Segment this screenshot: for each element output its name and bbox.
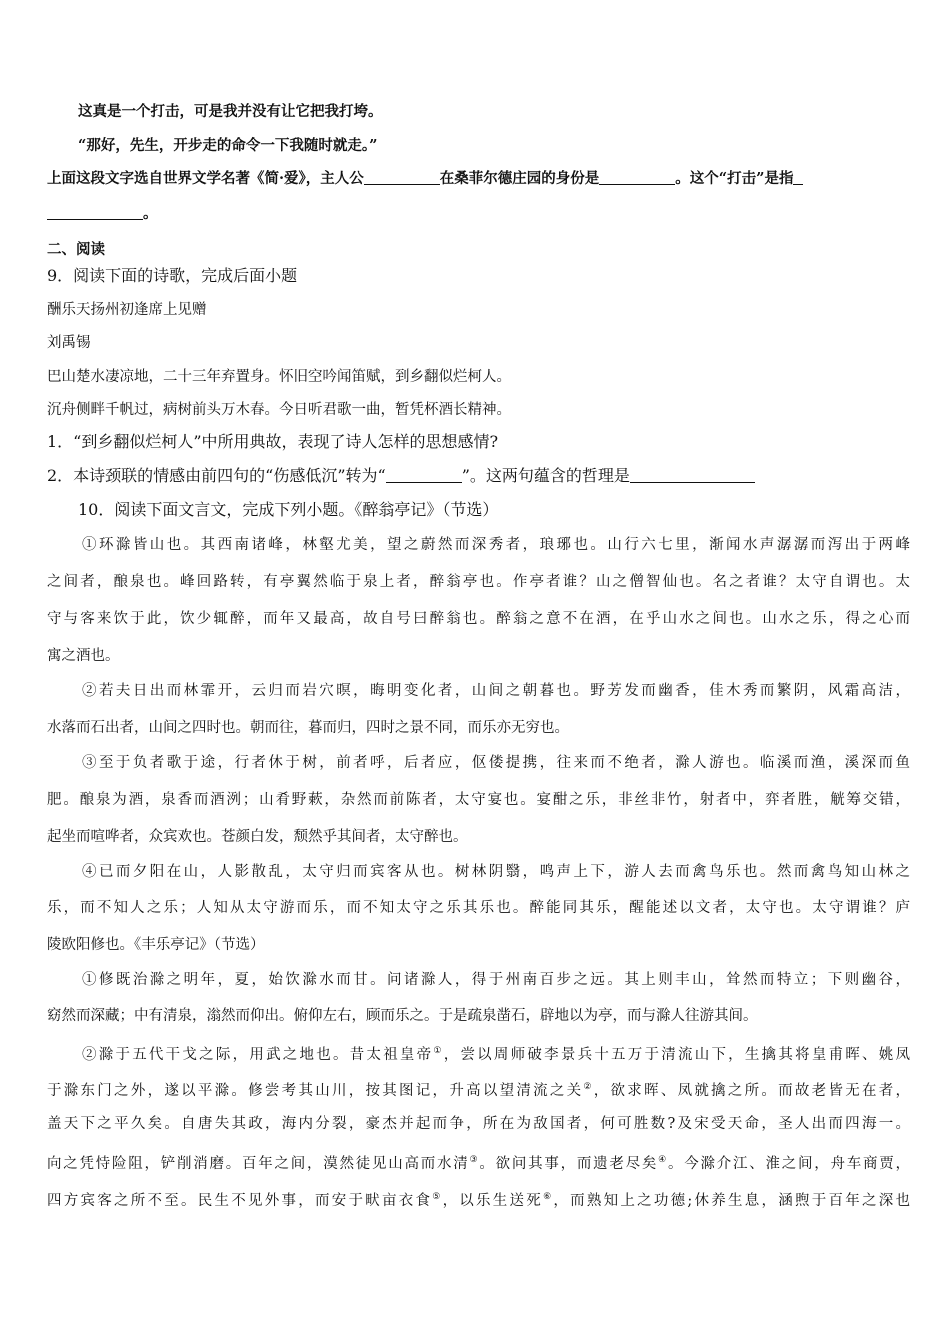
footnote-marker-2[interactable]: ②	[583, 1082, 594, 1092]
zuiweng-p4-line-2: 乐，而不知人之乐；人知从太守游而乐，而不知太守之乐其乐也。醉能同其乐，醒能述以文者，太守也。太守谓谁？庐	[47, 900, 910, 916]
p2-text: 。欲问其事，而遗老尽矣	[479, 1156, 659, 1172]
zuiweng-p3-line-1: ③至于负者歌于途，行者休于树，前者呼，后者应，伛偻提携，往来而不绝者，滁人游也。临溪而渔，溪深而鱼	[82, 755, 910, 771]
zuiweng-p3-line-3: 起坐而喧哗者，众宾欢也。苍颜白发，颓然乎其间者，太守醉也。	[47, 829, 468, 845]
q10-prompt: 10．阅读下面文言文，完成下列小题。《醉翁亭记》（节选）	[78, 500, 499, 519]
poem-title: 酬乐天扬州初逢席上见赠	[47, 302, 207, 318]
jane-eyre-question	[47, 169, 803, 189]
p2-text: 。今滁介江、淮之间，舟车商贾，	[667, 1156, 911, 1172]
zuiweng-p3-line-2: 肥。酿泉为酒，泉香而酒洌；山肴野蔌，杂然而前陈者，太守宴也。宴酣之乐，非丝非竹，射者中，弈者胜，觥筹交错，	[47, 792, 910, 808]
fengle-p2-line-2	[47, 1077, 910, 1101]
zuiweng-p2-line-2: 水落而石出者，山间之四时也。朝而往，暮而归，四时之景不同，而乐亦无穷也。	[47, 720, 569, 736]
q9-prompt: 9．阅读下面的诗歌，完成后面小题	[47, 266, 298, 285]
p2-text: 四方宾客之所不至。民生不见外事，而安于畎亩衣食	[47, 1193, 433, 1209]
jane-eyre-line-1: 这真是一个打击，可是我并没有让它把我打垮。	[78, 103, 383, 120]
zuiweng-p2-line-1: ②若夫日出而林霏开，云归而岩穴暝，晦明变化者，山间之朝暮也。野芳发而幽香，佳木秀而繁阴，风霜高洁，	[82, 683, 910, 699]
answer-blank-identity[interactable]	[599, 170, 675, 185]
fengle-p2-line-1	[82, 1041, 910, 1065]
jane-eyre-line-2: “那好，先生，开步走的命令一下我随时就走。”	[78, 137, 378, 154]
fengle-p2-line-3: 盖天下之平久矣。自唐失其政，海内分裂，豪杰并起而争，所在为敌国者，何可胜数?及宋受天命，圣人出而四海一。	[47, 1116, 910, 1132]
zuiweng-p1-line-3: 守与客来饮于此，饮少辄醉，而年又最高，故自号曰醉翁也。醉翁之意不在酒，在乎山水之间也。山水之乐，得之心而	[47, 611, 910, 627]
poem-line-2: 沉舟侧畔千帆过，病树前头万木春。今日听君歌一曲，暂凭杯酒长精神。	[47, 402, 511, 418]
zuiweng-p4-line-3: 陵欧阳修也。《丰乐亭记》（节选）	[47, 937, 265, 953]
footnote-marker-6[interactable]: ⑥	[543, 1192, 554, 1202]
fengle-p1-line-1: ①修既治滁之明年，夏，始饮滁水而甘。问诸滁人，得于州南百步之远。其上则丰山，耸然而特立；下则幽谷，	[82, 972, 910, 988]
q9-sub-question-1: 1．“到乡翻似烂柯人”中所用典故，表现了诗人怎样的思想感情?	[47, 432, 499, 451]
p2-text: ，而熟知上之功德;休养生息，涵煦于百年之深也	[553, 1193, 911, 1209]
footnote-marker-5[interactable]: ⑤	[432, 1192, 443, 1202]
footnote-marker-4[interactable]: ④	[658, 1155, 668, 1165]
answer-blank-philosophy[interactable]	[630, 468, 755, 483]
question-text-b: 在桑菲尔德庄园的身份是	[439, 170, 600, 187]
fengle-p1-line-2: 窈然而深藏；中有清泉，滃然而仰出。俯仰左右，顾而乐之。于是疏泉凿石，辟地以为亭，而与滁人往游其间。	[47, 1008, 758, 1024]
poem-line-1: 巴山楚水凄凉地，二十三年弃置身。怀旧空吟闻笛赋，到乡翻似烂柯人。	[47, 369, 511, 385]
q9-sub-question-2	[47, 466, 755, 486]
answer-blank-blow-start[interactable]	[793, 170, 803, 185]
answer-blank-emotion[interactable]	[386, 468, 462, 483]
p2-text: ，尝以周师破李景兵十五万于清流山下，生擒其将皇甫晖、姚凤	[443, 1047, 911, 1063]
p2-text: 向之凭恃险阻，铲削消磨。百年之间，漠然徒见山高而水清	[47, 1156, 470, 1172]
question-text-a: 上面这段文字选自世界文学名著《简·爱》，主人公	[47, 170, 364, 187]
p2-text: ，以乐生送死	[442, 1193, 544, 1209]
fengle-p2-line-4	[47, 1150, 910, 1174]
p2-text: ，欲求晖、凤就擒之所。而故老皆无在者，	[593, 1083, 911, 1099]
sub2-text-a: 2．本诗颈联的情感由前四句的“伤感低沉”转为“	[47, 466, 386, 485]
sub2-text-b: ”。这两句蕴含的哲理是	[461, 466, 630, 485]
zuiweng-p4-line-1: ④已而夕阳在山，人影散乱，太守归而宾客从也。树林阴翳，鸣声上下，游人去而禽鸟乐也。然而禽鸟知山林之	[82, 864, 910, 880]
footnote-marker-1[interactable]: ①	[433, 1046, 444, 1056]
footnote-marker-3[interactable]: ③	[469, 1155, 480, 1165]
poet-name: 刘禹锡	[47, 335, 91, 351]
p2-text: ②滁于五代干戈之际，用武之地也。昔太祖皇帝	[82, 1047, 434, 1063]
question-text-c: 。这个“打击”是指	[675, 170, 794, 187]
zuiweng-p1-line-2: 之间者，酿泉也。峰回路转，有亭翼然临于泉上者，醉翁亭也。作亭者谁？山之僧智仙也。名之者谁？太守自谓也。太	[47, 574, 910, 590]
jane-eyre-question-cont	[47, 204, 910, 224]
zuiweng-p1-line-1: ①环滁皆山也。其西南诸峰，林壑尤美，望之蔚然而深秀者，琅琊也。山行六七里，渐闻水声潺潺而泻出于两峰	[82, 537, 910, 553]
zuiweng-p1-line-4: 寓之酒也。	[47, 648, 120, 664]
p2-text: 于滁东门之外，遂以平滁。修尝考其山川，按其图记，升高以望清流之关	[47, 1083, 584, 1099]
section-heading-reading: 二、阅读	[47, 241, 105, 258]
answer-blank-protagonist[interactable]	[364, 170, 440, 185]
answer-blank-blow[interactable]	[47, 205, 143, 220]
fengle-p2-line-5	[47, 1187, 910, 1211]
question-end: 。	[143, 205, 158, 222]
